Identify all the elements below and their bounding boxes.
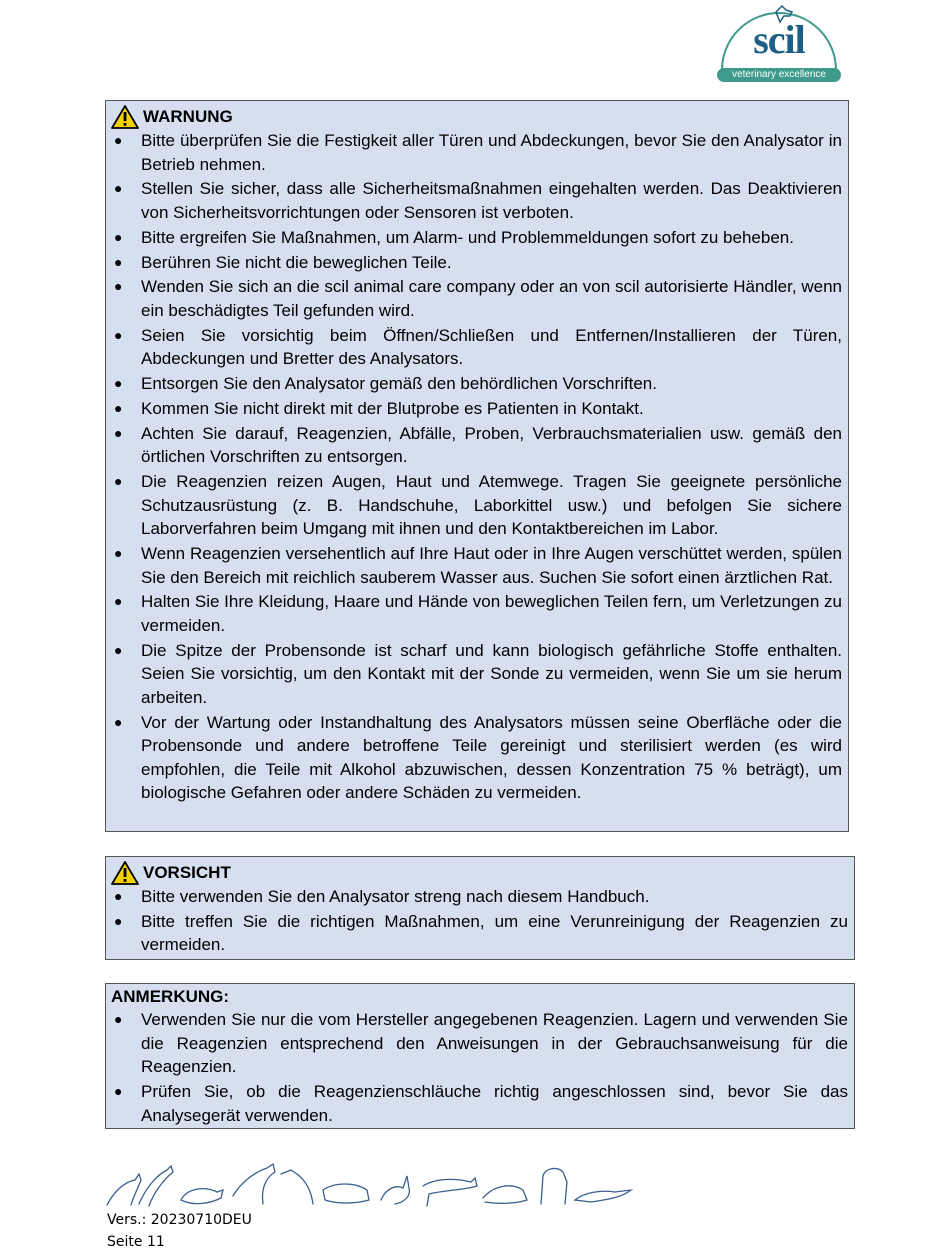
list-item: ● Die Spitze der Probensonde ist scharf und kann biologisch gefährliche Stoffe enthalten. Seien Sie vorsichtig, um den Kontakt mit der Sonde zu vermeiden, wenn Sie um sie herum arbeiten. [114,640,842,707]
list-item: ● Vor der Wartung oder Instandhaltung des Analysators müssen seine Oberfläche oder die Probensonde und andere betroffene Teile gereinigt und sterilisiert werden (es wird empfohlen, die Teile mit Alkohol abzuwischen, dessen Konzentration 75 % beträgt), um biologische Gefahren oder andere Schäden zu vermeiden. [114,712,842,803]
caution-triangle-icon [111,861,139,885]
list-item: ● Prüfen Sie, ob die Reagenzienschläuche richtig angeschlossen sind, bevor Sie das Analysegerät verwenden. [114,1081,848,1125]
list-item: ● Bitte überprüfen Sie die Festigkeit aller Türen und Abdeckungen, bevor Sie den Analysator in Betrieb nehmen. [114,131,842,174]
list-item: ● Verwenden Sie nur die vom Hersteller angegebenen Reagenzien. Lagern und verwenden Sie die Reagenzien entsprechend den Anweisungen in der Gebrauchsanweisung für die Reagenzien. [114,1010,848,1077]
list-item-text: Stellen Sie sicher, dass alle Sicherheitsmaßnahmen eingehalten werden. Das Deaktivieren von Sicherheitsvorrichtungen oder Sensoren ist verboten. [141,179,842,222]
list-item-text: Seien Sie vorsichtig beim Öffnen/Schließen und Entfernen/Installieren der Türen, Abdeckungen und Bretter des Analysators. [141,325,842,369]
list-item-text: Kommen Sie nicht direkt mit der Blutprobe es Patienten in Kontakt. [141,398,644,418]
warning-list [111,129,842,805]
logo-tagline: veterinary excellence [717,68,841,82]
note-title: ANMERKUNG: [111,987,230,1006]
list-item-text: Entsorgen Sie den Analysator gemäß den behördlichen Vorschriften. [141,374,657,394]
scil-logo [714,2,844,84]
warning-title: WARNUNG [143,107,233,126]
warning-header [111,105,842,129]
list-item-text: Die Reagenzien reizen Augen, Haut und Atemwege. Tragen Sie geeignete persönliche Schutzausrüstung (z. B. Handschuhe, Laborkittel usw.) und befolgen Sie sichere Laborverfahren beim Umgang mit ihnen und den Kontaktbereichen im Labor. [141,472,842,539]
list-item-text: Achten Sie darauf, Reagenzien, Abfälle, Proben, Verbrauchsmaterialien usw. gemäß den örtlichen Vorschriften zu entsorgen. [141,423,842,467]
logo-brand-text: scil [753,17,805,62]
list-item-text: Bitte ergreifen Sie Maßnahmen, um Alarm- und Problemmeldungen sofort zu beheben. [141,227,794,247]
list-item: ● Halten Sie Ihre Kleidung, Haare und Hände von beweglichen Teilen fern, um Verletzungen zu vermeiden. [114,592,842,635]
note-list [111,1008,848,1127]
caution-box [105,856,855,960]
list-item-text: Bitte verwenden Sie den Analysator streng nach diesem Handbuch. [141,887,650,906]
list-item: ● Wenn Reagenzien versehentlich auf Ihre Haut oder in Ihre Augen verschüttet werden, spülen Sie den Bereich mit reichlich sauberem Wasser aus. Suchen Sie sofort einen ärztlichen Rat. [114,543,842,587]
footer-version: Vers.: 20230710DEU [107,1212,252,1228]
list-item: ● Die Reagenzien reizen Augen, Haut und Atemwege. Tragen Sie geeignete persönliche Schutzausrüstung (z. B. Handschuhe, Laborkittel usw.) und befolgen Sie sichere Laborverfahren beim Umgang mit ihnen und den Kontaktbereichen im Labor. [114,472,842,539]
caution-title: VORSICHT [143,863,231,882]
list-item: ● Achten Sie darauf, Reagenzien, Abfälle, Proben, Verbrauchsmaterialien usw. gemäß den örtlichen Vorschriften zu entsorgen. [114,423,842,467]
list-item: ● Entsorgen Sie den Analysator gemäß den behördlichen Vorschriften. [114,374,657,394]
list-item-text: Verwenden Sie nur die vom Hersteller angegebenen Reagenzien. Lagern und verwenden Sie die Reagenzien entsprechend den Anweisungen in der Gebrauchsanweisung für die Reagenzien. [141,1010,848,1077]
list-item: ● Kommen Sie nicht direkt mit der Blutprobe es Patienten in Kontakt. [114,398,644,418]
list-item-text: Bitte überprüfen Sie die Festigkeit aller Türen und Abdeckungen, bevor Sie den Analysator in Betrieb nehmen. [141,131,842,174]
caution-header [111,861,848,885]
note-box [105,983,855,1129]
list-item: ● Berühren Sie nicht die beweglichen Teile. [114,252,452,272]
list-item-text: Berühren Sie nicht die beweglichen Teile. [141,252,452,272]
list-item: ● Bitte treffen Sie die richtigen Maßnahmen, um eine Verunreinigung der Reagenzien zu vermeiden. [114,911,848,955]
list-item: ● Bitte ergreifen Sie Maßnahmen, um Alarm- und Problemmeldungen sofort zu beheben. [114,227,794,247]
list-item-text: Wenden Sie sich an die scil animal care company oder an von scil autorisierte Händler, wenn ein beschädigtes Teil gefunden wird. [141,277,842,320]
list-item-text: Wenn Reagenzien versehentlich auf Ihre Haut oder in Ihre Augen verschüttet werden, spülen Sie den Bereich mit reichlich sauberem Wasser aus. Suchen Sie sofort einen ärztlichen Rat. [141,543,842,587]
warning-box [105,100,849,832]
list-item: ● Stellen Sie sicher, dass alle Sicherheitsmaßnahmen eingehalten werden. Das Deaktivieren von Sicherheitsvorrichtungen oder Sensoren ist verboten. [114,179,842,222]
warning-triangle-icon [111,105,139,129]
list-item-text: Prüfen Sie, ob die Reagenzienschläuche richtig angeschlossen sind, bevor Sie das Analysegerät verwenden. [141,1081,848,1125]
list-item-text: Bitte treffen Sie die richtigen Maßnahmen, um eine Verunreinigung der Reagenzien zu vermeiden. [141,911,848,955]
list-item-text: Halten Sie Ihre Kleidung, Haare und Hände von beweglichen Teilen fern, um Verletzungen zu vermeiden. [141,592,842,635]
animal-silhouettes-illustration [105,1160,635,1210]
list-item-text: Vor der Wartung oder Instandhaltung des Analysators müssen seine Oberfläche oder die Probensonde und andere betroffene Teile gereinigt und sterilisiert werden (es wird empfohlen, die Teile mit Alkohol abzuwischen, dessen Konzentration 75 % beträgt), um biologische Gefahren oder andere Schäden zu vermeiden. [141,712,842,803]
note-header [111,986,848,1008]
caution-list [111,885,848,957]
list-item: ● Wenden Sie sich an die scil animal care company oder an von scil autorisierte Händler, wenn ein beschädigtes Teil gefunden wird. [114,277,842,320]
footer-page-number: Seite 11 [107,1234,165,1250]
list-item: ● Seien Sie vorsichtig beim Öffnen/Schließen und Entfernen/Installieren der Türen, Abdeckungen und Bretter des Analysators. [114,325,842,369]
list-item: ● Bitte verwenden Sie den Analysator streng nach diesem Handbuch. [114,887,650,906]
list-item-text: Die Spitze der Probensonde ist scharf und kann biologisch gefährliche Stoffe enthalten. Seien Sie vorsichtig, um den Kontakt mit der Sonde zu vermeiden, wenn Sie um sie herum arbeiten. [141,640,842,707]
